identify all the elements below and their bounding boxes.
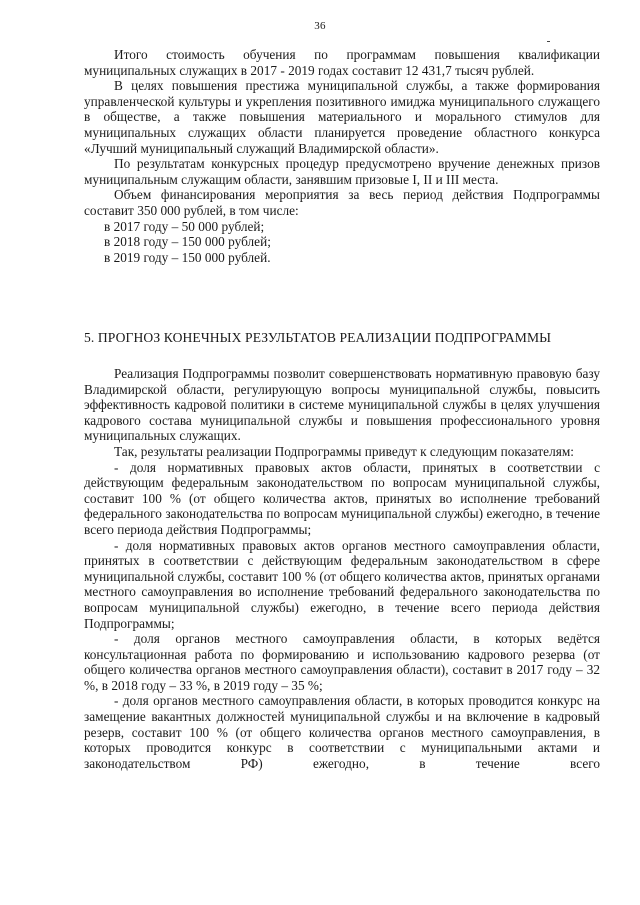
- paragraph-results-intro: Реализация Подпрограммы позволит совершенствовать нормативную правовую базу Владимирской области, регулирующую вопросы муниципальной службы, повысить эффективность кадровой политики в системе муниципальной службы в целях улучшения кадрового состава муниципальной службы и повышения профессионального уровня муниципальных служащих.: [84, 366, 600, 444]
- indicator-regional-acts: - доля нормативных правовых актов области, принятых в соответствии с действующим федеральным законодательством по вопросам муниципальной службы, составит 100 % (от общего количества актов, принятых во исполнение требований федерального законодательства по вопросам муниципальной службы) ежегодно, в течение всего периода действия Подпрограммы;: [84, 459, 600, 537]
- paragraph-training-cost: Итого стоимость обучения по программам повышения квалификации муниципальных служащих в 2017 - 2019 годах составит 12 431,7 тысяч рублей.: [84, 47, 600, 78]
- funding-year-2017: в 2017 году – 50 000 рублей;: [104, 218, 265, 234]
- page-number: 36: [314, 20, 326, 32]
- paragraph-contest-purpose: В целях повышения престижа муниципальной службы, а также формирования управленческой культуры и укрепления позитивного имиджа муниципального служащего в обществе, а также повышения материального и морального стимулов для муниципальных служащих области планируется проведение областного конкурса «Лучший муниципальный служащий Владимирской области».: [84, 78, 600, 156]
- scan-mark: [547, 41, 550, 42]
- paragraph-contest-prizes: По результатам конкурсных процедур предусмотрено вручение денежных призов муниципальным служащим области, занявшим призовые I, II и III места.: [84, 156, 600, 187]
- indicator-vacancy-contest: - доля органов местного самоуправления области, в которых проводится конкурс на замещение вакантных должностей муниципальной службы и на включение в кадровый резерв, составит 100 % (от общего количества органов местного самоуправления, в которых проводится конкурс в соответствии с муниципальными актами и законодательством РФ) ежегодно, в течение всего: [84, 693, 600, 771]
- funding-year-2018: в 2018 году – 150 000 рублей;: [104, 234, 271, 250]
- paragraph-funding-volume: Объем финансирования мероприятия за весь период действия Подпрограммы составит 350 000 рублей, в том числе:: [84, 187, 600, 218]
- results-section: [84, 366, 600, 771]
- section-heading: 5. ПРОГНОЗ КОНЕЧНЫХ РЕЗУЛЬТАТОВ РЕАЛИЗАЦИИ ПОДПРОГРАММЫ: [84, 330, 552, 345]
- funding-year-2019: в 2019 году – 150 000 рублей.: [104, 249, 271, 265]
- indicator-personnel-reserve: - доля органов местного самоуправления области, в которых ведётся консультационная работа по формированию и использованию кадрового резерва (от общего количества органов местного самоуправления области), составит в 2017 году – 32 %, в 2018 году – 33 %, в 2019 году – 35 %;: [84, 631, 600, 693]
- paragraph-results-lead: Так, результаты реализации Подпрограммы приведут к следующим показателям:: [114, 443, 574, 459]
- funding-section: [84, 47, 600, 265]
- indicator-local-acts: - доля нормативных правовых актов органов местного самоуправления области, принятых в соответствии с действующим федеральным законодательством в сфере муниципальной службы, составит 100 % (от общего количества актов, принятых органами местного самоуправления во исполнение требований федерального законодательства по вопросам муниципальной службы) ежегодно, в течение всего периода действия Подпрограммы;: [84, 537, 600, 631]
